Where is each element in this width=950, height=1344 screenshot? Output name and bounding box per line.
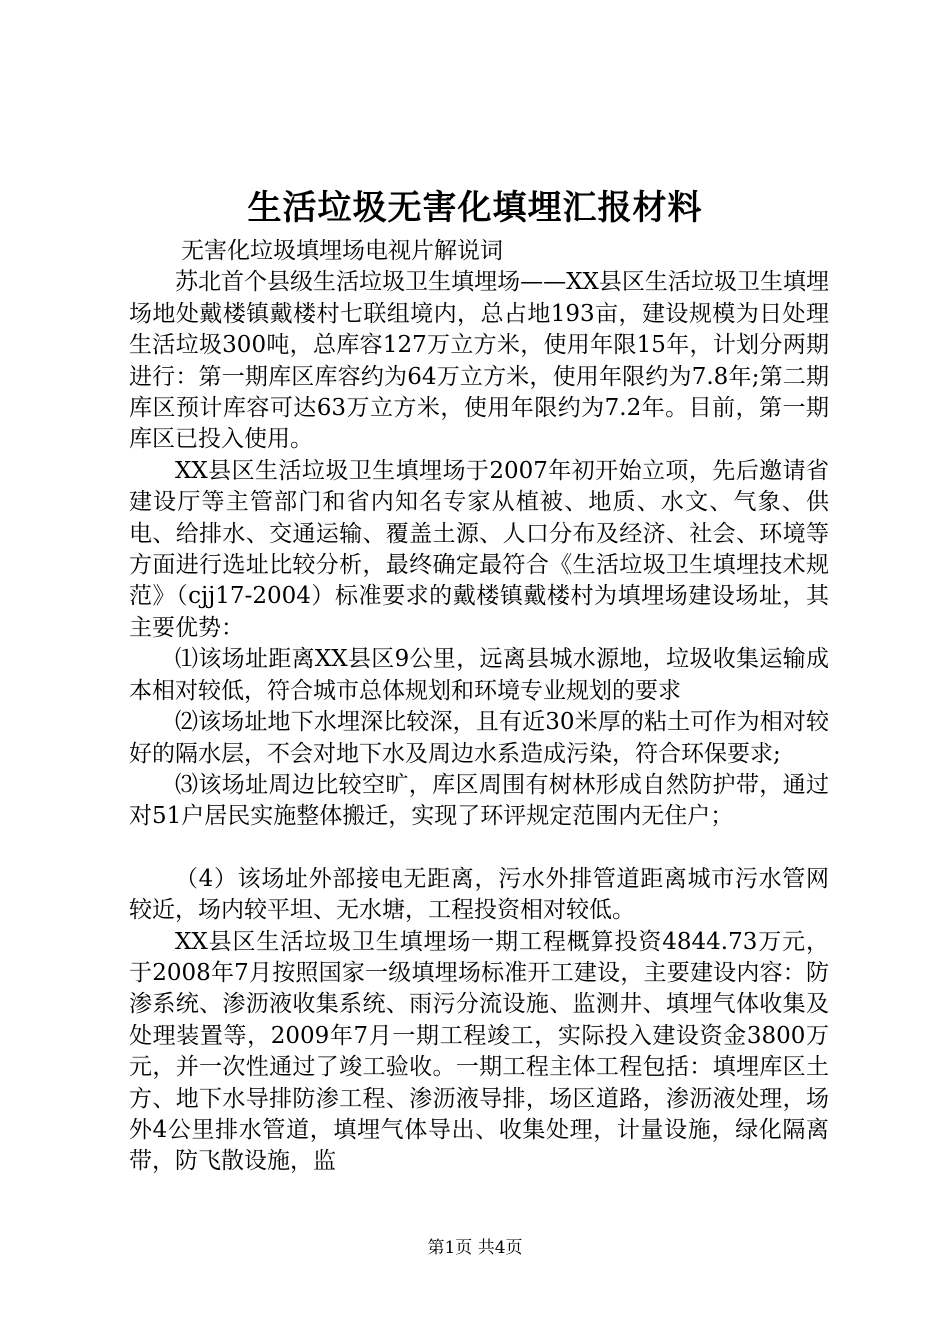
document-body [129, 236, 829, 1178]
paragraph-overview: 苏北首个县级生活垃圾卫生填埋场——XX县区生活垃圾卫生填埋场地处戴楼镇戴楼村七联组境内，总占地193亩，建设规模为日处理生活垃圾300吨，总库容127万立方米，使用年限15年，计划分两期进行：第一期库区库容约为64万立方米，使用年限约为7.8年;第二期库区预计库容可达63万立方米，使用年限约为7.2年。目前，第一期库区已投入使用。 [129, 269, 829, 453]
advantage-item-3: ⑶该场址周边比较空旷，库区周围有树林形成自然防护带，通过对51户居民实施整体搬迁，实现了环评规定范围内无住户； [129, 771, 829, 830]
advantage-item-4: （4）该场址外部接电无距离，污水外排管道距离城市污水管网较近，场内较平坦、无水塘，工程投资相对较低。 [129, 865, 829, 924]
document-title: 生活垃圾无害化填埋汇报材料 [247, 188, 703, 228]
advantage-item-2: ⑵该场址地下水埋深比较深，且有近30米厚的粘土可作为相对较好的隔水层，不会对地下水及周边水系造成污染，符合环保要求; [129, 709, 829, 767]
paragraph-construction: XX县区生活垃圾卫生填埋场一期工程概算投资4844.73万元，于2008年7月按照国家一级填埋场标准开工建设，主要建设内容：防渗系统、渗沥液收集系统、雨污分流设施、监测井、填埋气体收集及处理装置等，2009年7月一期工程竣工，实际投入建设资金3800万元，并一次性通过了竣工验收。一期工程主体工程包括：填埋库区土方、地下水导排防渗工程、渗沥液导排，场区道路，渗沥液处理，场外4公里排水管道，填埋气体导出、收集处理，计量设施，绿化隔离带，防飞散设施，监 [129, 928, 829, 1175]
page-number-footer: 第1页 共4页 [427, 1238, 523, 1258]
document-subtitle: 无害化垃圾填埋场电视片解说词 [181, 238, 503, 264]
advantage-item-1: ⑴该场址距离XX县区9公里，远离县城水源地，垃圾收集运输成本相对较低，符合城市总体规划和环境专业规划的要求 [129, 646, 829, 704]
paragraph-site-selection: XX县区生活垃圾卫生填埋场于2007年初开始立项，先后邀请省建设厅等主管部门和省内知名专家从植被、地质、水文、气象、供电、给排水、交通运输、覆盖土源、人口分布及经济、社会、环境等方面进行选址比较分析，最终确定最符合《生活垃圾卫生填埋技术规范》（cjj17-2004）标准要求的戴楼镇戴楼村为填埋场建设场址，其主要优势： [129, 457, 829, 641]
